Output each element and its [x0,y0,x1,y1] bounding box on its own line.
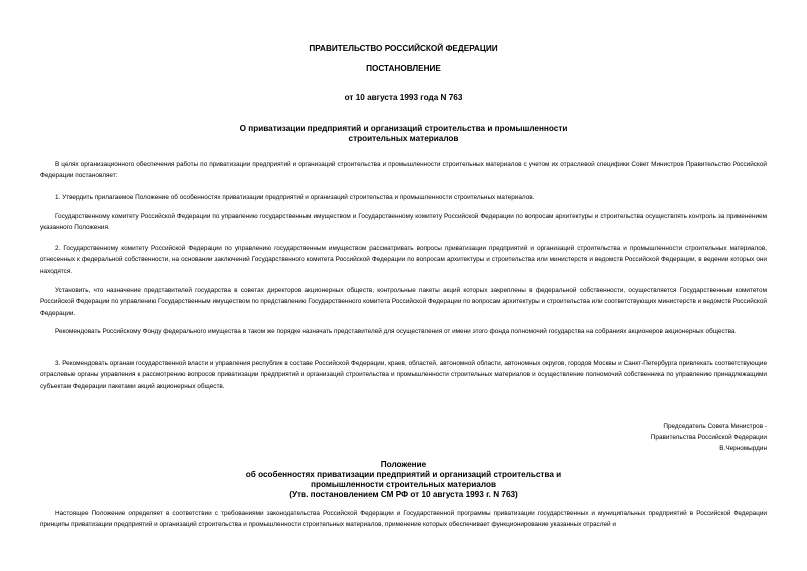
title-line-2: строительных материалов [348,134,459,143]
signer-name: В.Черномырдин [719,445,767,452]
document-type-heading: ПОСТАНОВЛЕНИЕ [366,64,441,73]
appendix-paragraph-1: Настоящее Положение определяет в соответствии с требованиями законодательства Российской Федерации и Государственной программы приватизации государственных и муниципальных предприятий в Российской Федерации принципы приватизации предприятий и организаций строительства и промышленности строительных материалов, применение которых обеспечивает функционирование указанных отраслей и [40,510,767,529]
appendix-title-line-1: Положение [380,460,427,469]
appendix-title-line-4: (Утв. постановлением СМ РФ от 10 августа 1993 г. N 763) [289,490,518,499]
signature-block [467,421,767,454]
date-number-heading: от 10 августа 1993 года N 763 [344,93,463,102]
title-line-1: О приватизации предприятий и организаций строительства и промышленности [239,124,568,133]
paragraph-representatives: Установить, что назначение представителей государства в советах директоров акционерных обществ, контрольные пакеты акций которых закреплены в федеральной собственности, осуществляется Государственным комитетом Российской Федерации по управлению Государственным имуществом по представлению Государственного комитета Российской Федерации по вопросам архитектуры и строительства или соответствующих министерств и ведомств Российской Федерации. [40,287,767,317]
paragraph-intro: В целях организационного обеспечения работы по приватизации предприятий и организаций строительства и промышленности строительных материалов с учетом их отраслевой специфики Совет Министров Правительство Российской Федерации постановляет: [40,161,767,180]
paragraph-item-3: 3. Рекомендовать органам государственной власти и управления республик в составе Российской Федерации, краев, областей, автономной области, автономных округов, городов Москвы и Санкт-Петербурга привлекать соответствующие отраслевые органы управления к рассмотрению вопросов приватизации предприятий и организаций строительства и промышленности строительных материалов и осуществление полномочий собственника по управлению принадлежащими субъектам Федерации пакетами акций акционерных обществ. [40,360,767,390]
paragraph-fund: Рекомендовать Российскому Фонду федерального имущества в таком же порядке назначать представителей для осуществления от имени этого фонда полномочий государства на собраниях акционеров акционерных общества. [55,328,737,335]
appendix-title-line-2: об особенностях приватизации предприятий и организаций строительства и [245,470,562,479]
paragraph-control: Государственному комитету Российской Федерации по управлению государственным имуществом и Государственному комитету Российской Федерации по вопросам архитектуры и строительства осуществлять контроль за применением указанного Положения. [40,213,767,232]
government-heading: ПРАВИТЕЛЬСТВО РОССИЙСКОЙ ФЕДЕРАЦИИ [309,44,498,53]
paragraph-item-1: 1. Утвердить прилагаемое Положение об особенностях приватизации предприятий и организаций строительства и промышленности строительных материалов. [55,194,535,201]
paragraph-item-2: 2. Государственному комитету Российской Федерации по управлению государственным имуществом рассматривать вопросы приватизации предприятий и организаций строительства и промышленности строительных материалов, отнесенных к федеральной собственности, на основании заключений Государственного комитета Российской Федерации по вопросам архитектуры и строительства или министерств и ведомств Российской Федерации, в ведении которых они находятся. [40,245,767,275]
signature-line-1: Председатель Совета Министров - [663,423,767,430]
appendix-title [0,460,807,500]
appendix-title-line-3: промышленности строительных материалов [311,480,496,489]
signature-line-2: Правительства Российской Федерации [650,434,767,441]
